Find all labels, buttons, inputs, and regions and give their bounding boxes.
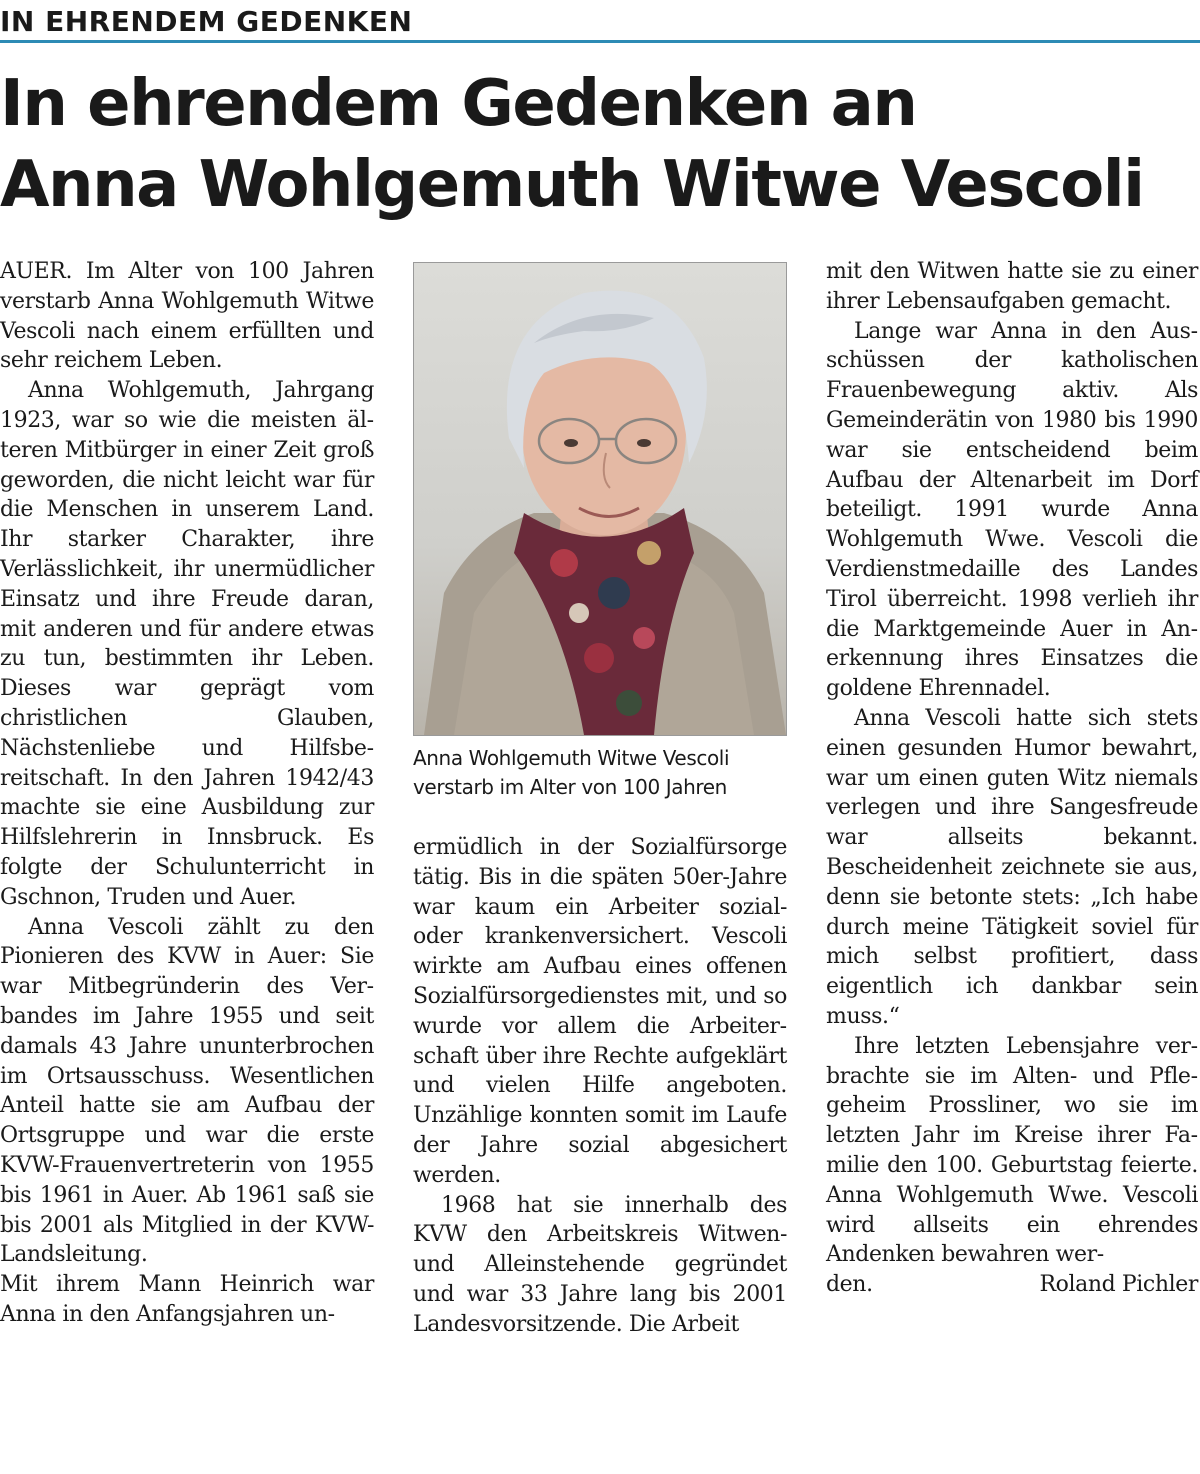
- article-headline: [0, 64, 1200, 226]
- article-column-3: [826, 257, 1198, 1300]
- paragraph: Mit ihrem Mann Heinrich war Anna in den Anfangsjahren un-: [0, 1272, 374, 1327]
- caption-line-1: Anna Wohlgemuth Witwe Vescoli: [413, 746, 730, 770]
- paragraph: ermüdlich in der Sozialfürsorge tätig. Bis in die späten 50er-Jahre war kaum ein Arbeiter sozial- oder krankenversichert. Vescoli wirkte am Aufbau eines offenen Sozialfürsorgedienstes mit, und so wurde vor allem die Arbeiterschaft über ihre Rechte aufgeklärt und vielen Hilfe angeboten. Unzählige konnten somit im Laufe der Jahre sozial abgesichert werden.: [413, 835, 787, 1188]
- signature-line: [826, 1270, 1198, 1300]
- headline-line-2: Anna Wohlgemuth Witwe Vescoli: [0, 148, 1144, 222]
- paragraph: Lange war Anna in den Ausschüssen der katholischen Frauenbewegung aktiv. Als Gemeinderätin von 1980 bis 1990 war sie entscheidend beim Aufbau der Altenarbeit im Dorf beteiligt. 1991 wurde Anna Wohlgemuth Wwe. Vescoli die Verdienstmedaille des Landes Tirol überreicht. 1998 verlieh ihr die Marktgemeinde Auer in Anerkennung ihres Einsatzes die goldene Ehrennadel.: [826, 318, 1198, 702]
- portrait-photo: [413, 262, 787, 736]
- headline-line-1: In ehrendem Gedenken an: [0, 67, 917, 141]
- article-column-2: [413, 833, 787, 1340]
- paragraph: Anna Wohlgemuth, Jahrgang 1923, war so wie die meisten älteren Mitbürger in einer Zeit groß geworden, die nicht leicht war für die Menschen in unserem Land. Ihr starker Charakter, ihre Verlässlichkeit, ihr unermüdlicher Einsatz und ihre Freude daran, mit anderen und für andere etwas zu tun, bestimmten ihr Leben. Dieses war geprägt vom christlichen Glauben, Nächstenliebe und Hilfsbereitschaft. In den Jahren 1942/43 machte sie eine Ausbildung zur Hilfslehrerin in Innsbruck. Es folgte der Schulunterricht in Gschnon, Truden und Auer.: [0, 378, 374, 910]
- paragraph: mit den Witwen hatte sie zu einer ihrer Lebensaufgaben gemacht.: [826, 259, 1198, 314]
- section-rubric: IN EHRENDEM GEDENKEN: [0, 5, 413, 38]
- portrait-illustration: [414, 263, 786, 735]
- paragraph: Ihre letzten Lebensjahre verbrachte sie im Alten- und Pflegeheim Prossliner, wo sie im letzten Jahr im Kreise ihrer Familie den 100. Geburtstag feierte. Anna Wohlgemuth Wwe. Vescoli wird allseits ein ehrendes Andenken bewahren wer-: [826, 1033, 1198, 1268]
- section-rule: [0, 40, 1200, 43]
- caption-line-2: verstarb im Alter von 100 Jahren: [413, 775, 727, 799]
- author-name: Roland Pichler: [1039, 1272, 1198, 1298]
- paragraph-end: den.: [826, 1272, 873, 1298]
- photo-caption: [413, 744, 793, 802]
- paragraph: AUER. Im Alter von 100 Jahren verstarb Anna Wohlgemuth Witwe Vescoli nach einem erfüllten und sehr reichem Leben.: [0, 259, 374, 374]
- paragraph: 1968 hat sie innerhalb des KVW den Arbeitskreis Witwen- und Alleinstehende gegründet und war 33 Jahre lang bis 2001 Landesvorsitzende. Die Arbeit: [413, 1192, 787, 1337]
- paragraph: Anna Vescoli hatte sich stets einen gesunden Humor bewahrt, war um einen guten Witz niemals verlegen und ihre Sangesfreude war allseits bekannt. Bescheidenheit zeichnete sie aus, denn sie betonte stets: „Ich habe durch meine Tätigkeit soviel für mich selbst profitiert, dass eigentlich ich dankbar sein muss.“: [826, 705, 1198, 1029]
- paragraph: Anna Vescoli zählt zu den Pionieren des KVW in Auer: Sie war Mitbegründerin des Verbandes im Jahre 1955 und seit damals 43 Jahre ununterbrochen im Ortsausschuss. Wesentlichen Anteil hatte sie am Aufbau der Ortsgruppe und war die erste KVW-Frauenvertreterin von 1955 bis 1961 in Auer. Ab 1961 saß sie bis 2001 als Mitglied in der KVW-Landsleitung.: [0, 914, 374, 1268]
- article-column-1: [0, 257, 374, 1330]
